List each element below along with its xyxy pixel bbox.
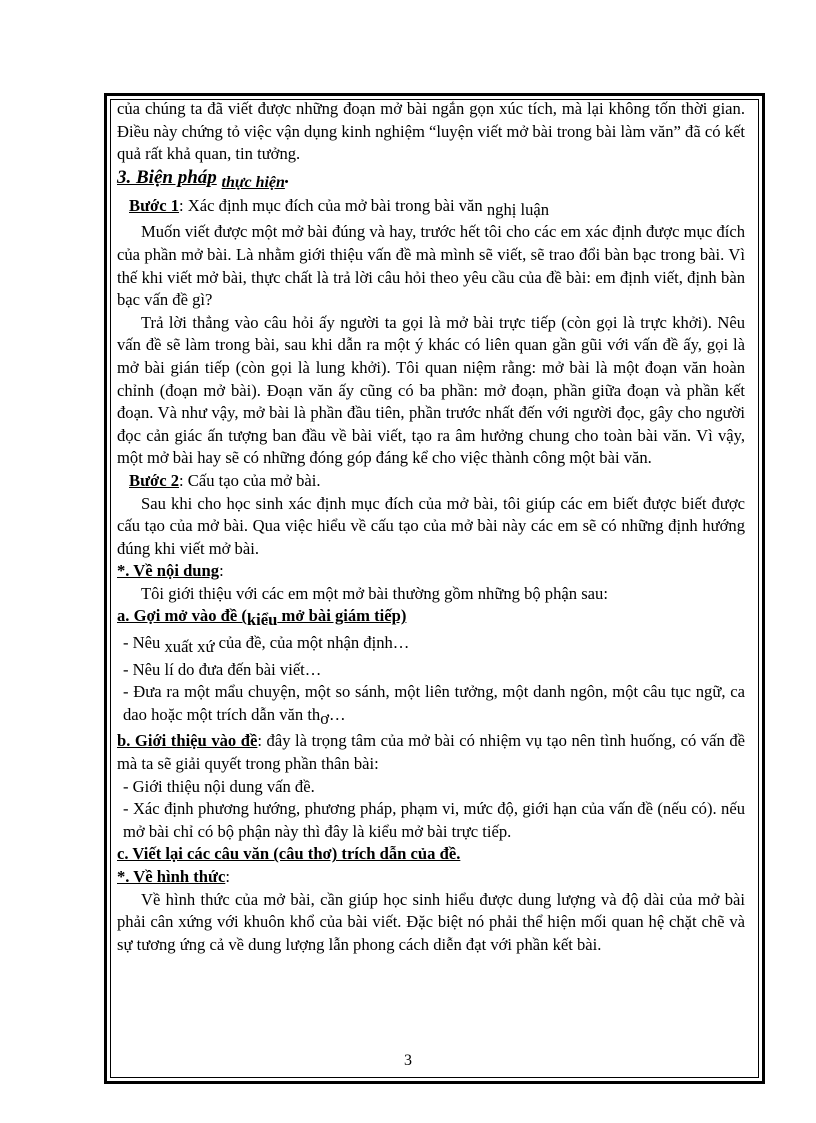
- section-heading-low: thực hiện: [221, 173, 285, 191]
- content-intro: Tôi giới thiệu với các em một mở bài thường gồm những bộ phận sau:: [141, 583, 608, 603]
- step2-line: [117, 470, 745, 493]
- part-a-item-1-b: của đề, của một nhận định…: [214, 633, 410, 653]
- form-heading: *. Về hình thức: [117, 867, 226, 886]
- part-b-item-1: - Giới thiệu nội dung vấn đề.: [123, 776, 315, 796]
- step1-paragraph-1: Muốn viết được một mở bài đúng và hay, trước hết tôi cho các em xác định được mục đích của phần mở bài. Là nhằm giới thiệu vấn đề mà mình sẽ viết, sẽ trao đổi bàn bạc trong bài. Vì thế khi viết mở bài, thực chất là trả lời câu hỏi theo yêu cầu của đề bài: em định viết, định bàn bạc vấn đề gì?: [117, 222, 745, 310]
- part-a-heading-low: kiểu: [246, 610, 278, 630]
- part-a-item-3-b: …: [329, 704, 346, 724]
- part-a-item-2: - Nêu lí do đưa đến bài viết…: [123, 659, 322, 679]
- part-a-item-1-low: xuất xứ: [164, 637, 215, 657]
- step1-paragraph-2: Trả lời thẳng vào câu hỏi ấy người ta gọi là mở bài trực tiếp (còn gọi là trực khởi). Nêu vấn đề sẽ làm trong bài, sau khi dẫn ra một ý khác có liên quan gần gũi với vấn đề ấy, gọi là mở bài gián tiếp (còn gọi là lung khởi). Tôi quan niệm rằng: mở bài là một đoạn văn hoàn chỉnh (đoạn mở bài). Đoạn văn ấy cũng có ba phần: mở đoạn, phần giữa đoạn và phần kết đoạn. Và như vậy, mở bài là phần đầu tiên, phần trước nhất đến với người đọc, gây cho người đọc cản giác ấn tượng ban đầu về bài viết, tạo ra âm hưởng chung cho toàn bài văn. Vì vậy, một mở bài hay sẽ có những đóng góp đáng kể cho việc thành công một bài văn.: [117, 312, 745, 468]
- part-b-heading: b. Giới thiệu vào đề: [117, 731, 258, 751]
- part-b-item-2: - Xác định phương hướng, phương pháp, phạm vi, mức độ, giới hạn của vấn đề (nếu có). nếu mở bài chỉ có bộ phận này thì đây là kiểu mở bài trực tiếp.: [123, 799, 745, 841]
- part-a-item-3-a: - Đưa ra một mẩu chuyện, một so sánh, một liên tưởng, một danh ngôn, một câu tục ngữ, ca dao hoặc một trích dẫn văn th: [123, 682, 745, 724]
- part-a-item-1: [117, 632, 745, 659]
- form-paragraph: Về hình thức của mở bài, cần giúp học sinh hiểu được dung lượng và độ dài của mở bài phải cân xứng với khuôn khổ của bài viết. Đặc biệt nó phải thể hiện mối quan hệ chặt chẽ và sự tương ứng cả về dung lượng lẫn phong cách diễn đạt với phần kết bài.: [117, 889, 745, 954]
- part-a-item-3-low: ơ: [320, 708, 330, 728]
- section-heading-main: 3. Biện pháp: [117, 166, 217, 188]
- page-number: 3: [404, 1052, 412, 1069]
- part-a-item-1-a: - Nêu: [123, 633, 165, 653]
- step2-text: : Cấu tạo của mở bài.: [179, 470, 321, 490]
- step1-line: [117, 195, 745, 222]
- step1-text: : Xác định mục đích của mở bài trong bài văn: [179, 195, 487, 215]
- content-heading-colon: :: [219, 561, 224, 581]
- part-b-text: : đây là trọng tâm của mở bài có nhiệm vụ tạo nên tình huống, có vấn đề mà ta sẽ giải quyết trong phần thân bài:: [117, 731, 745, 774]
- part-b-line: [117, 730, 745, 775]
- step2-paragraph: Sau khi cho học sinh xác định mục đích của mở bài, tôi giúp các em biết được biết được cấu tạo của mở bài. Qua việc hiểu về cấu tạo của mở bài này các em sẽ có những định hướng đúng khi viết mở bài.: [117, 493, 745, 558]
- form-heading-colon: :: [225, 867, 230, 886]
- section-heading: [117, 166, 745, 195]
- form-heading-line: [117, 866, 745, 889]
- intro-paragraph: của chúng ta đã viết được những đoạn mở bài ngắn gọn xúc tích, mà lại không tốn thời gian. Điều này chứng tỏ việc vận dụng kinh nghiệm “luyện viết mở bài trong bài làm văn” đã có kết quả rất khả quan, tin tưởng.: [117, 99, 745, 164]
- content-heading: *. Về nội dung: [117, 561, 220, 581]
- step1-tail: nghị luận: [486, 199, 550, 219]
- part-a-item-3: [117, 681, 745, 730]
- step1-label: Bước 1: [129, 195, 180, 215]
- content-heading-line: [117, 560, 745, 583]
- part-a-heading-text: a. Gợi mở vào đề (: [117, 606, 247, 626]
- part-c-heading: c. Viết lại các câu văn (câu thơ) trích dẫn của đề.: [117, 844, 461, 864]
- part-a-heading: [117, 605, 745, 632]
- step2-label: Bước 2: [129, 470, 180, 490]
- part-a-heading-tail: mở bài giám tiếp): [277, 606, 407, 626]
- document-body: [117, 98, 745, 956]
- section-heading-dot: .: [284, 166, 290, 188]
